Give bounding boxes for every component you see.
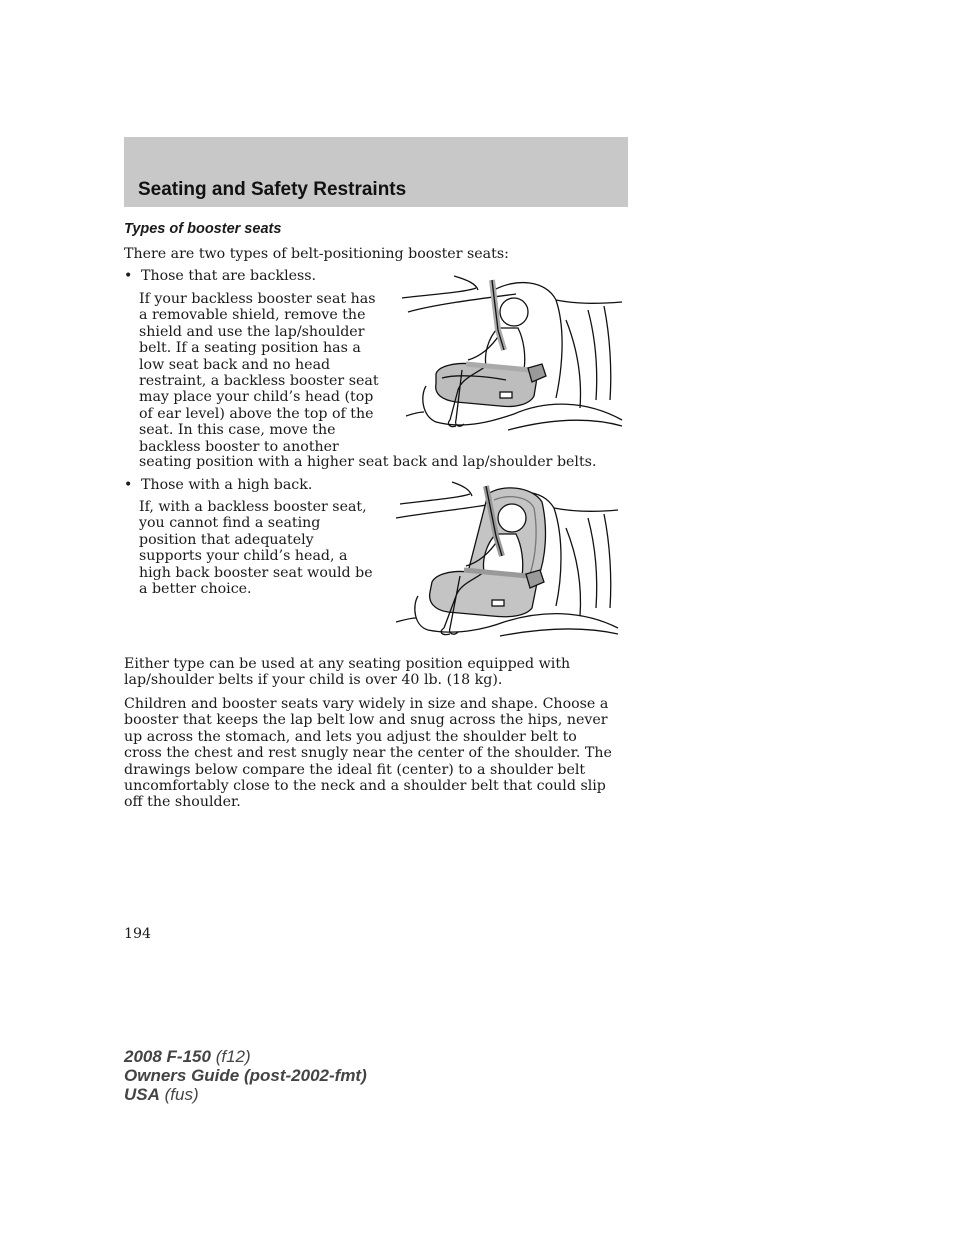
bullet-label: Those with a high back.: [141, 477, 313, 493]
bullet-high-back: [124, 477, 424, 494]
paragraph-weight: Either type can be used at any seating position equipped with lap/shoulder belts if your child is over 40 lb. (18 kg).: [124, 656, 571, 689]
page-number: 194: [124, 926, 152, 942]
subheading: Types of booster seats: [124, 221, 282, 237]
intro-text: There are two types of belt-positioning booster seats:: [124, 246, 509, 262]
footer-market: USA: [124, 1085, 160, 1104]
footer-guide: Owners Guide (post-2002-fmt): [124, 1066, 367, 1085]
paragraph-fit: Children and booster seats vary widely in size and shape. Choose a booster that keeps the lap belt low and snug across the hips, never up across the stomach, and lets you adjust the shoulder belt to cross the chest and rest snugly near the center of the shoulder. The drawings below compare the ideal fit (center) to a shoulder belt uncomfortably close to the neck and a shoulder belt that could slip off the shoulder.: [124, 696, 612, 811]
section-header-band: [124, 137, 628, 207]
footer-model-code: (f12): [215, 1047, 251, 1066]
footer-model: 2008 F-150: [124, 1047, 211, 1066]
bullet-marker: •: [124, 477, 133, 493]
bullet-backless: [124, 268, 424, 285]
footer: [124, 1047, 367, 1104]
backless-description: If your backless booster seat has a removable shield, remove the shield and use the lap/shoulder belt. If a seating position has a low seat back and no head restraint, a backless booster seat may place your child’s head (top of ear level) above the top of the seat. In this case, move the backless booster to another: [139, 291, 379, 455]
backless-description-continued: seating position with a higher seat back and lap/shoulder belts.: [139, 454, 597, 470]
backless-booster-illustration: [396, 270, 628, 436]
high-back-description: If, with a backless booster seat, you cannot find a seating position that adequately supports your child’s head, a high back booster seat would be a better choice.: [139, 499, 373, 598]
bullet-marker: •: [124, 268, 133, 284]
footer-market-code: (fus): [164, 1085, 199, 1104]
high-back-booster-illustration: [392, 478, 624, 646]
bullet-label: Those that are backless.: [141, 268, 317, 284]
section-title: Seating and Safety Restraints: [138, 179, 407, 200]
